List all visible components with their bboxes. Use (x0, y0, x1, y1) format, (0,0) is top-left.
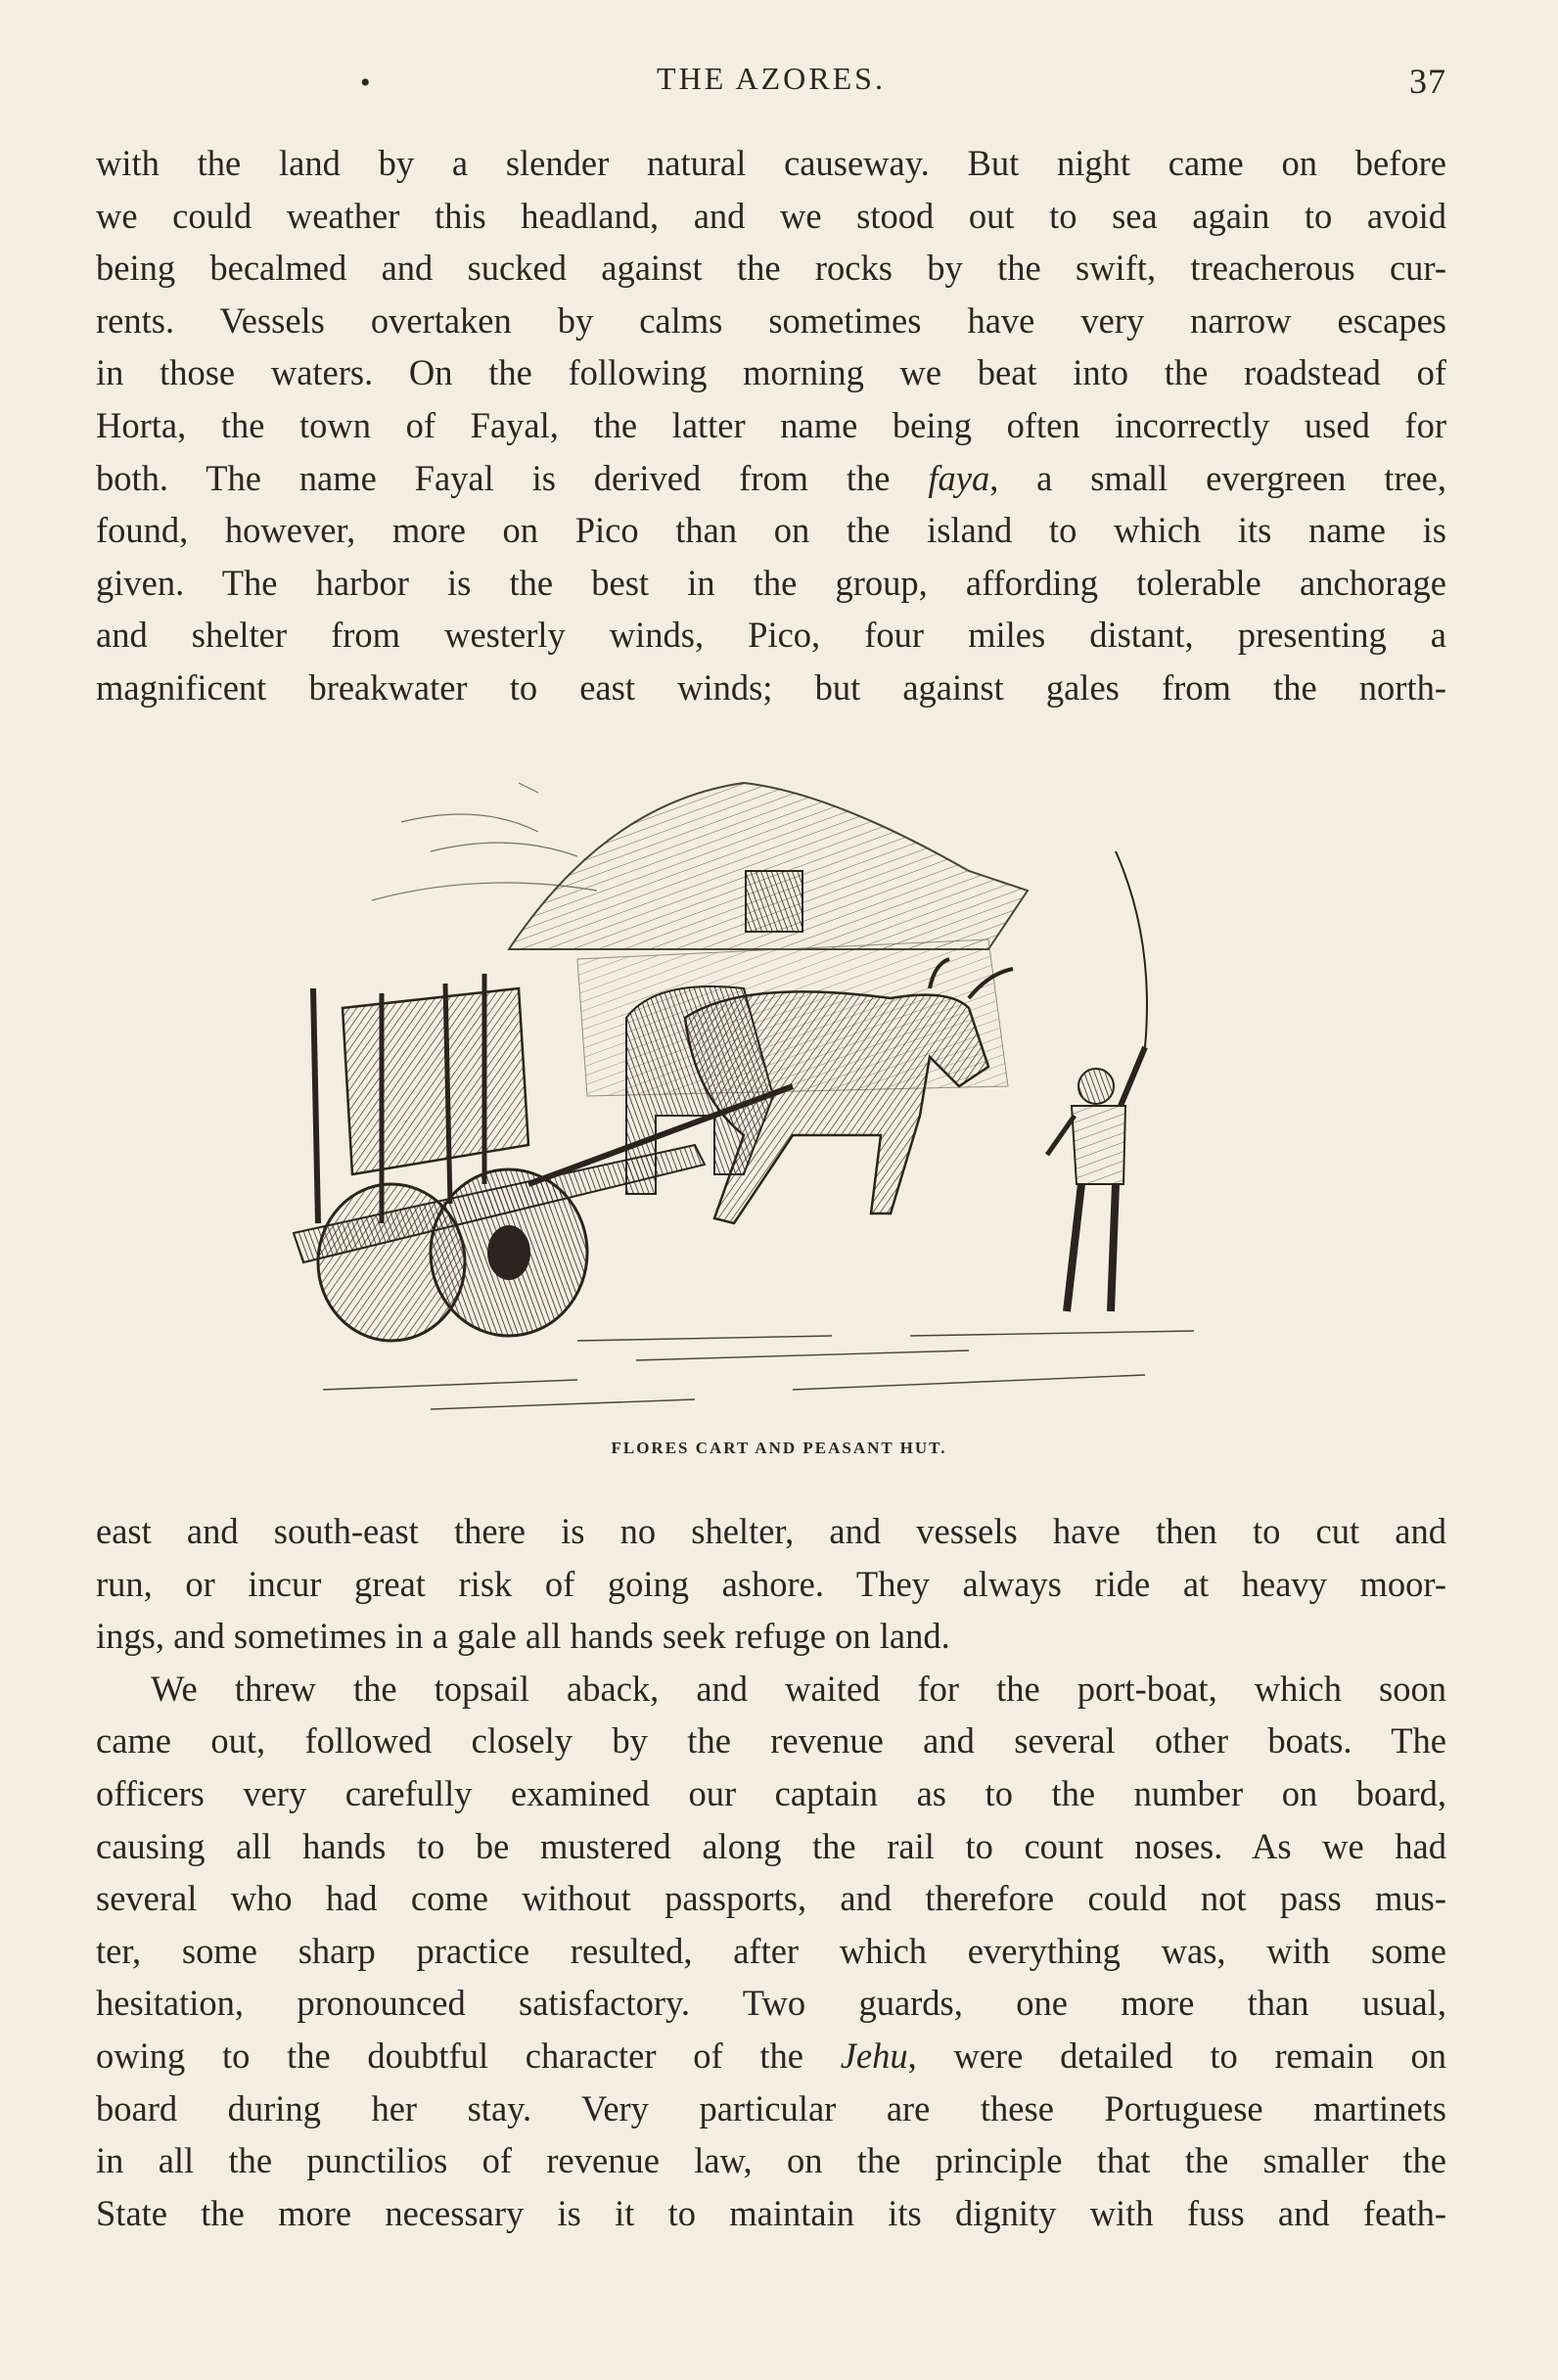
text-line: in all the punctilios of revenue law, on the principle that the smaller the (96, 2140, 1446, 2181)
text-line: run, or incur great risk of going ashore. They always ride at heavy moor- (96, 1563, 1446, 1604)
text-line: being becalmed and sucked against the rocks by the swift, treacherous cur- (96, 248, 1446, 289)
text-line: given. The harbor is the best in the group, affording tolerable anchorage (96, 562, 1446, 603)
text-line: board during her stay. Very particular are these Portuguese martinets (96, 2087, 1446, 2128)
paragraph (96, 137, 1446, 714)
paragraph (96, 1663, 1446, 2240)
text-line: we could weather this headland, and we stood out to sea again to avoid (96, 195, 1446, 236)
ground-strokes (323, 1331, 1194, 1409)
text-line: came out, followed closely by the revenue and several other boats. The (96, 1720, 1446, 1762)
text-line: We threw the topsail aback, and waited for the port-boat, which soon (151, 1668, 1446, 1709)
text-block-bottom (96, 1505, 1446, 2239)
engraving-illustration (284, 763, 1253, 1429)
text-line: and shelter from westerly winds, Pico, four miles distant, presenting a (96, 615, 1446, 656)
ox-front (685, 991, 988, 1223)
text-line: with the land by a slender natural causeway. But night came on before (96, 143, 1446, 183)
figure-caption: FLORES CART AND PEASANT HUT. (611, 1439, 947, 1457)
ornament-mark: • (360, 67, 372, 99)
text-line: Horta, the town of Fayal, the latter name being often incorrectly used for (96, 404, 1446, 445)
italic-word: faya (928, 457, 990, 498)
hut-window (746, 871, 802, 932)
text-line (96, 452, 1446, 505)
running-title: THE AZORES. (657, 61, 886, 96)
text-block-top (96, 137, 1446, 714)
running-head (96, 61, 1446, 110)
text-line (96, 2030, 1446, 2082)
text-segment: , a small evergreen tree, (989, 457, 1446, 498)
text-line: magnificent breakwater to east winds; but against gales from the north- (96, 666, 1446, 708)
text-line: hesitation, pronounced satisfactory. Two guards, one more than usual, (96, 1983, 1446, 2024)
peasant-figure (1047, 851, 1147, 1311)
text-line: found, however, more on Pico than on the island to which its name is (96, 510, 1446, 551)
text-line: officers very carefully examined our captain as to the number on board, (96, 1772, 1446, 1813)
text-segment: , were detailed to remain on (907, 2035, 1446, 2076)
page-number: 37 (1409, 62, 1446, 101)
cart-basket (343, 988, 528, 1174)
text-segment: owing to the doubtful character of the (96, 2035, 803, 2076)
text-line: ings, and sometimes in a gale all hands seek refuge on land. (96, 1616, 950, 1657)
text-line: ter, some sharp practice resulted, after which everything was, with some (96, 1930, 1446, 1971)
text-line: east and south-east there is no shelter, and vessels have then to cut and (96, 1511, 1446, 1551)
text-line: State the more necessary is it to maintain its dignity with fuss and feath- (96, 2192, 1446, 2233)
text-segment: both. The name Fayal is derived from the (96, 457, 891, 498)
italic-word: Jehu (840, 2035, 908, 2076)
text-line: in those waters. On the following morning we beat into the roadstead of (96, 352, 1446, 393)
text-line: causing all hands to be mustered along the rail to count noses. As we had (96, 1825, 1446, 1866)
paragraph (96, 1505, 1446, 1663)
text-line: rents. Vessels overtaken by calms sometimes have very narrow escapes (96, 299, 1446, 341)
text-line: several who had come without passports, and therefore could not pass mus- (96, 1878, 1446, 1919)
